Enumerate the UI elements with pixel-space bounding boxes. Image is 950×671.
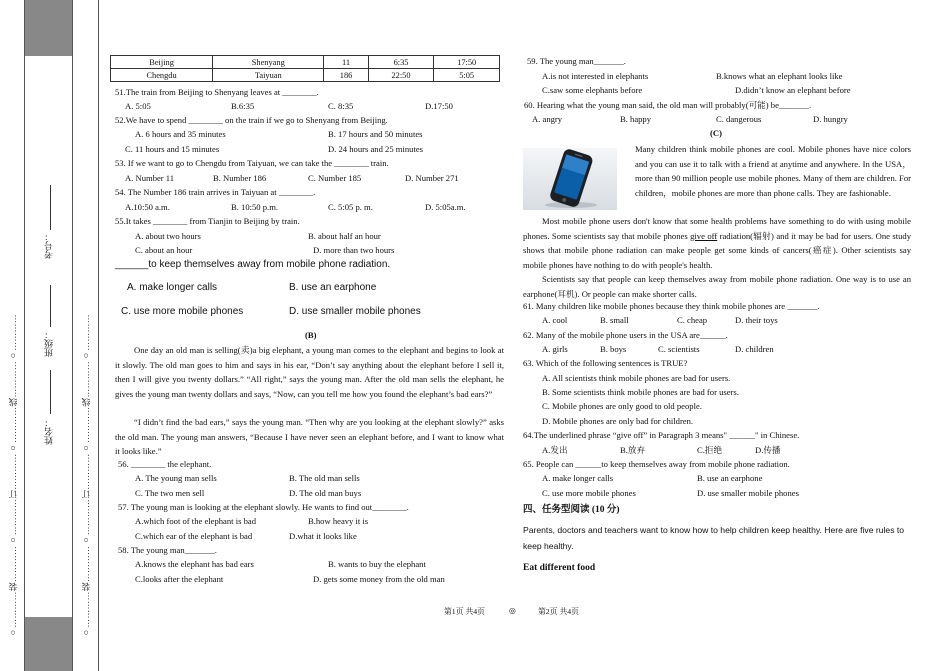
option: C. 5:05 p. m. xyxy=(328,202,373,212)
page-number-left: 第1页 共4页 xyxy=(444,607,485,616)
task-intro: Parents, doctors and teachers want to know how to help children keep healthy. Here are five rules to keep healthy. xyxy=(523,525,905,551)
option: C. 11 hours and 15 minutes xyxy=(125,144,220,154)
question-51: 51.The train from Beijing to Shenyang leaves at ________. xyxy=(115,87,319,97)
option: B.how heavy it is xyxy=(308,516,369,526)
option: B.6:35 xyxy=(231,101,255,111)
option: A.which foot of the elephant is bad xyxy=(135,516,256,526)
text: Most mobile phone users don't know that some health problems have something to do with using mobile phones. Some scientists say that mobile phones xyxy=(523,216,911,241)
option: A.is not interested in elephants xyxy=(542,71,649,81)
question-62: 62. Many of the mobile phone users in the USA are______. xyxy=(523,330,728,340)
train-timetable xyxy=(110,55,500,82)
option: D. Mobile phones are only bad for children. xyxy=(542,416,694,426)
option: B. 10:50 p.m. xyxy=(231,202,279,212)
option: A. 5:05 xyxy=(125,101,151,111)
option: C. about an hour xyxy=(135,245,193,255)
option: B. Number 186 xyxy=(213,173,267,183)
option: C. cheap xyxy=(677,315,708,325)
option: A. make longer calls xyxy=(127,282,218,293)
binding-line xyxy=(72,0,73,671)
gray-bar-bottom xyxy=(24,617,72,671)
rule-heading: Eat different food xyxy=(523,563,596,573)
question-53: 53. If we want to go to Chengdu from Taiyuan, we can take the ________ train. xyxy=(115,158,389,168)
option: C.looks after the elephant xyxy=(135,574,224,584)
option: D.didn’t know an elephant before xyxy=(735,85,851,95)
option: A. Number 11 xyxy=(125,173,175,183)
text: radiation(辐射) and it may be bad for users. One study shows that mobile phone radiation can make people get some kinds of cancers(癌症). Other scientists say mobile phones have nothing to do with people's health. xyxy=(523,230,911,270)
option: C.拒绝 xyxy=(697,445,723,455)
section-4-title: 四、任务型阅读 (10 分) xyxy=(523,505,620,515)
question-64: 64.The underlined phrase “give off” in Paragraph 3 means" ______" in Chinese. xyxy=(523,430,800,440)
option: B. use an earphone xyxy=(697,473,763,483)
section-b-title: (B) xyxy=(305,330,317,340)
binding-line xyxy=(24,0,25,671)
option: A. angry xyxy=(532,114,563,124)
exam-no-line xyxy=(50,185,51,230)
option: D. hungry xyxy=(813,114,848,124)
option: D.17:50 xyxy=(425,101,453,111)
fragment-question: ______to keep themselves away from mobile phone radiation. xyxy=(115,259,391,270)
question-63: 63. Which of the following sentences is TRUE? xyxy=(523,358,688,368)
option: C. scientists xyxy=(658,344,700,354)
question-57: 57. The young man is looking at the elephant slowly. He wants to find out________. xyxy=(118,502,409,512)
option: B.放弃 xyxy=(620,445,646,455)
option: B. happy xyxy=(620,114,652,124)
binding-strip xyxy=(0,0,100,671)
option: B. use an earphone xyxy=(289,282,377,293)
question-54: 54. The Number 186 train arrives in Taiyuan at ________. xyxy=(115,187,316,197)
class-line xyxy=(50,285,51,327)
passage-b-paragraph-1: One day an old man is selling(卖)a big elephant, a young man comes to the elephant and begins to look at it slowly. The old man goes to him and says in his ear, “Don’t say anything about the elephant before I sell it, then I will give you twenty dollars.” “All right,” says the young man. After the old man sells the elephant, he gives the young man twenty dollars and says, “Now, can you tell me how you found the elephant’s bad ears?” xyxy=(115,345,504,399)
passage-c-paragraph-2 xyxy=(523,214,911,272)
section-c-title: (C) xyxy=(710,128,722,138)
table-cell: 186 xyxy=(324,69,368,82)
passage-c-paragraph-3: Scientists say that people can keep themselves away from mobile phone radiation. One way is to use an earphone(耳机). Or people can make shorter calls. xyxy=(523,274,911,299)
option: C.saw some elephants before xyxy=(542,85,643,95)
option: D. Number 271 xyxy=(405,173,459,183)
option: C. 8:35 xyxy=(328,101,354,111)
option: C. The two men sell xyxy=(135,488,205,498)
question-52: 52.We have to spend ________ on the train if we go to Shenyang from Beijing. xyxy=(115,115,388,125)
question-55: 55.It takes ________ from Tianjin to Beijing by train. xyxy=(115,216,300,226)
option: C.which ear of the elephant is bad xyxy=(135,531,253,541)
name-line xyxy=(50,370,51,414)
class-label: 班级： xyxy=(44,330,54,357)
option: A.knows the elephant has bad ears xyxy=(135,559,254,569)
underlined-phrase: give off xyxy=(690,230,718,241)
table-cell: Shenyang xyxy=(213,56,324,69)
option: A. cool xyxy=(542,315,568,325)
option: A. about two hours xyxy=(135,231,201,241)
option: D. gets some money from the old man xyxy=(313,574,445,584)
option: B. wants to buy the elephant xyxy=(328,559,426,569)
option: D. more than two hours xyxy=(313,245,395,255)
question-58: 58. The young man_______. xyxy=(118,545,217,555)
table-cell: 17:50 xyxy=(434,56,500,69)
passage-c-paragraph-1: Many children think mobile phones are cool. Mobile phones have nice colors and you can use it to talk with a friend at anytime and anywhere. In the USA， more than 90 million people use mobile phones. Many of them are children. For children，mobile phones are more than phone calls. They are fashionable. xyxy=(635,144,911,198)
gray-bar-top xyxy=(24,0,72,56)
seal-line-left: ○…………装…………○…………订…………○…………线…………○………… xyxy=(8,314,18,638)
separator-icon: ◎ xyxy=(509,606,516,615)
option: A.10:50 a.m. xyxy=(125,202,170,212)
table-cell: Beijing xyxy=(111,56,213,69)
option: D. 24 hours and 25 minutes xyxy=(328,144,424,154)
option: A. 6 hours and 35 minutes xyxy=(135,129,226,139)
seal-line-right: ○…………装…………○…………订…………○…………线…………○………… xyxy=(81,314,91,638)
option: A. make longer calls xyxy=(542,473,614,483)
table-cell: 11 xyxy=(324,56,368,69)
table-cell: 22:50 xyxy=(368,69,434,82)
option: C. Number 185 xyxy=(308,173,362,183)
option: D.what it looks like xyxy=(289,531,357,541)
phone-icon xyxy=(523,148,617,210)
question-61: 61. Many children like mobile phones because they think mobile phones are _______. xyxy=(523,301,820,311)
option: A. girls xyxy=(542,344,568,354)
option: D. use smaller mobile phones xyxy=(289,306,421,317)
option: A. All scientists think mobile phones are bad for users. xyxy=(542,373,731,383)
option: C. dangerous xyxy=(716,114,762,124)
option: A.发出 xyxy=(542,445,568,455)
option: B. Some scientists think mobile phones are bad for users. xyxy=(542,387,739,397)
option: D. 5:05a.m. xyxy=(425,202,466,212)
option: B. 17 hours and 50 minutes xyxy=(328,129,423,139)
option: D.传播 xyxy=(755,445,781,455)
option: D. The old man buys xyxy=(289,488,362,498)
question-60: 60. Hearing what the young man said, the old man will probably(可能) be_______. xyxy=(524,100,812,110)
option: B. small xyxy=(600,315,629,325)
exam-no-label: 考号： xyxy=(44,232,54,259)
binding-line xyxy=(98,0,99,671)
option: D. children xyxy=(735,344,774,354)
option: B. boys xyxy=(600,344,627,354)
table-row xyxy=(111,69,500,82)
option: B. The old man sells xyxy=(289,473,360,483)
passage-b-paragraph-2: “I didn’t find the bad ears,” says the young man. “Then why are you looking at the elephant slowly?” asks the old man. The young man answers, “Because I have never seen an elephant before, and I want to know what it looks like.” xyxy=(115,417,504,456)
question-56: 56. ________ the elephant. xyxy=(118,459,212,469)
option: A. The young man sells xyxy=(135,473,217,483)
option: C. Mobile phones are only good to old people. xyxy=(542,401,702,411)
table-row xyxy=(111,56,500,69)
option: D. their toys xyxy=(735,315,778,325)
page-number-right: 第2页 共4页 xyxy=(538,607,579,616)
option: C. use more mobile phones xyxy=(121,306,244,317)
mobile-phone-image xyxy=(523,148,617,210)
table-cell: Chengdu xyxy=(111,69,213,82)
option: B.knows what an elephant looks like xyxy=(716,71,843,81)
name-label: 姓名： xyxy=(44,418,54,445)
option: C. use more mobile phones xyxy=(542,488,636,498)
table-cell: 5:05 xyxy=(434,69,500,82)
option: D. use smaller mobile phones xyxy=(697,488,799,498)
question-65: 65. People can ______to keep themselves away from mobile phone radiation. xyxy=(523,459,790,469)
table-cell: Taiyuan xyxy=(213,69,324,82)
question-59: 59. The young man_______. xyxy=(527,56,626,66)
table-cell: 6:35 xyxy=(368,56,434,69)
option: B. about half an hour xyxy=(308,231,381,241)
